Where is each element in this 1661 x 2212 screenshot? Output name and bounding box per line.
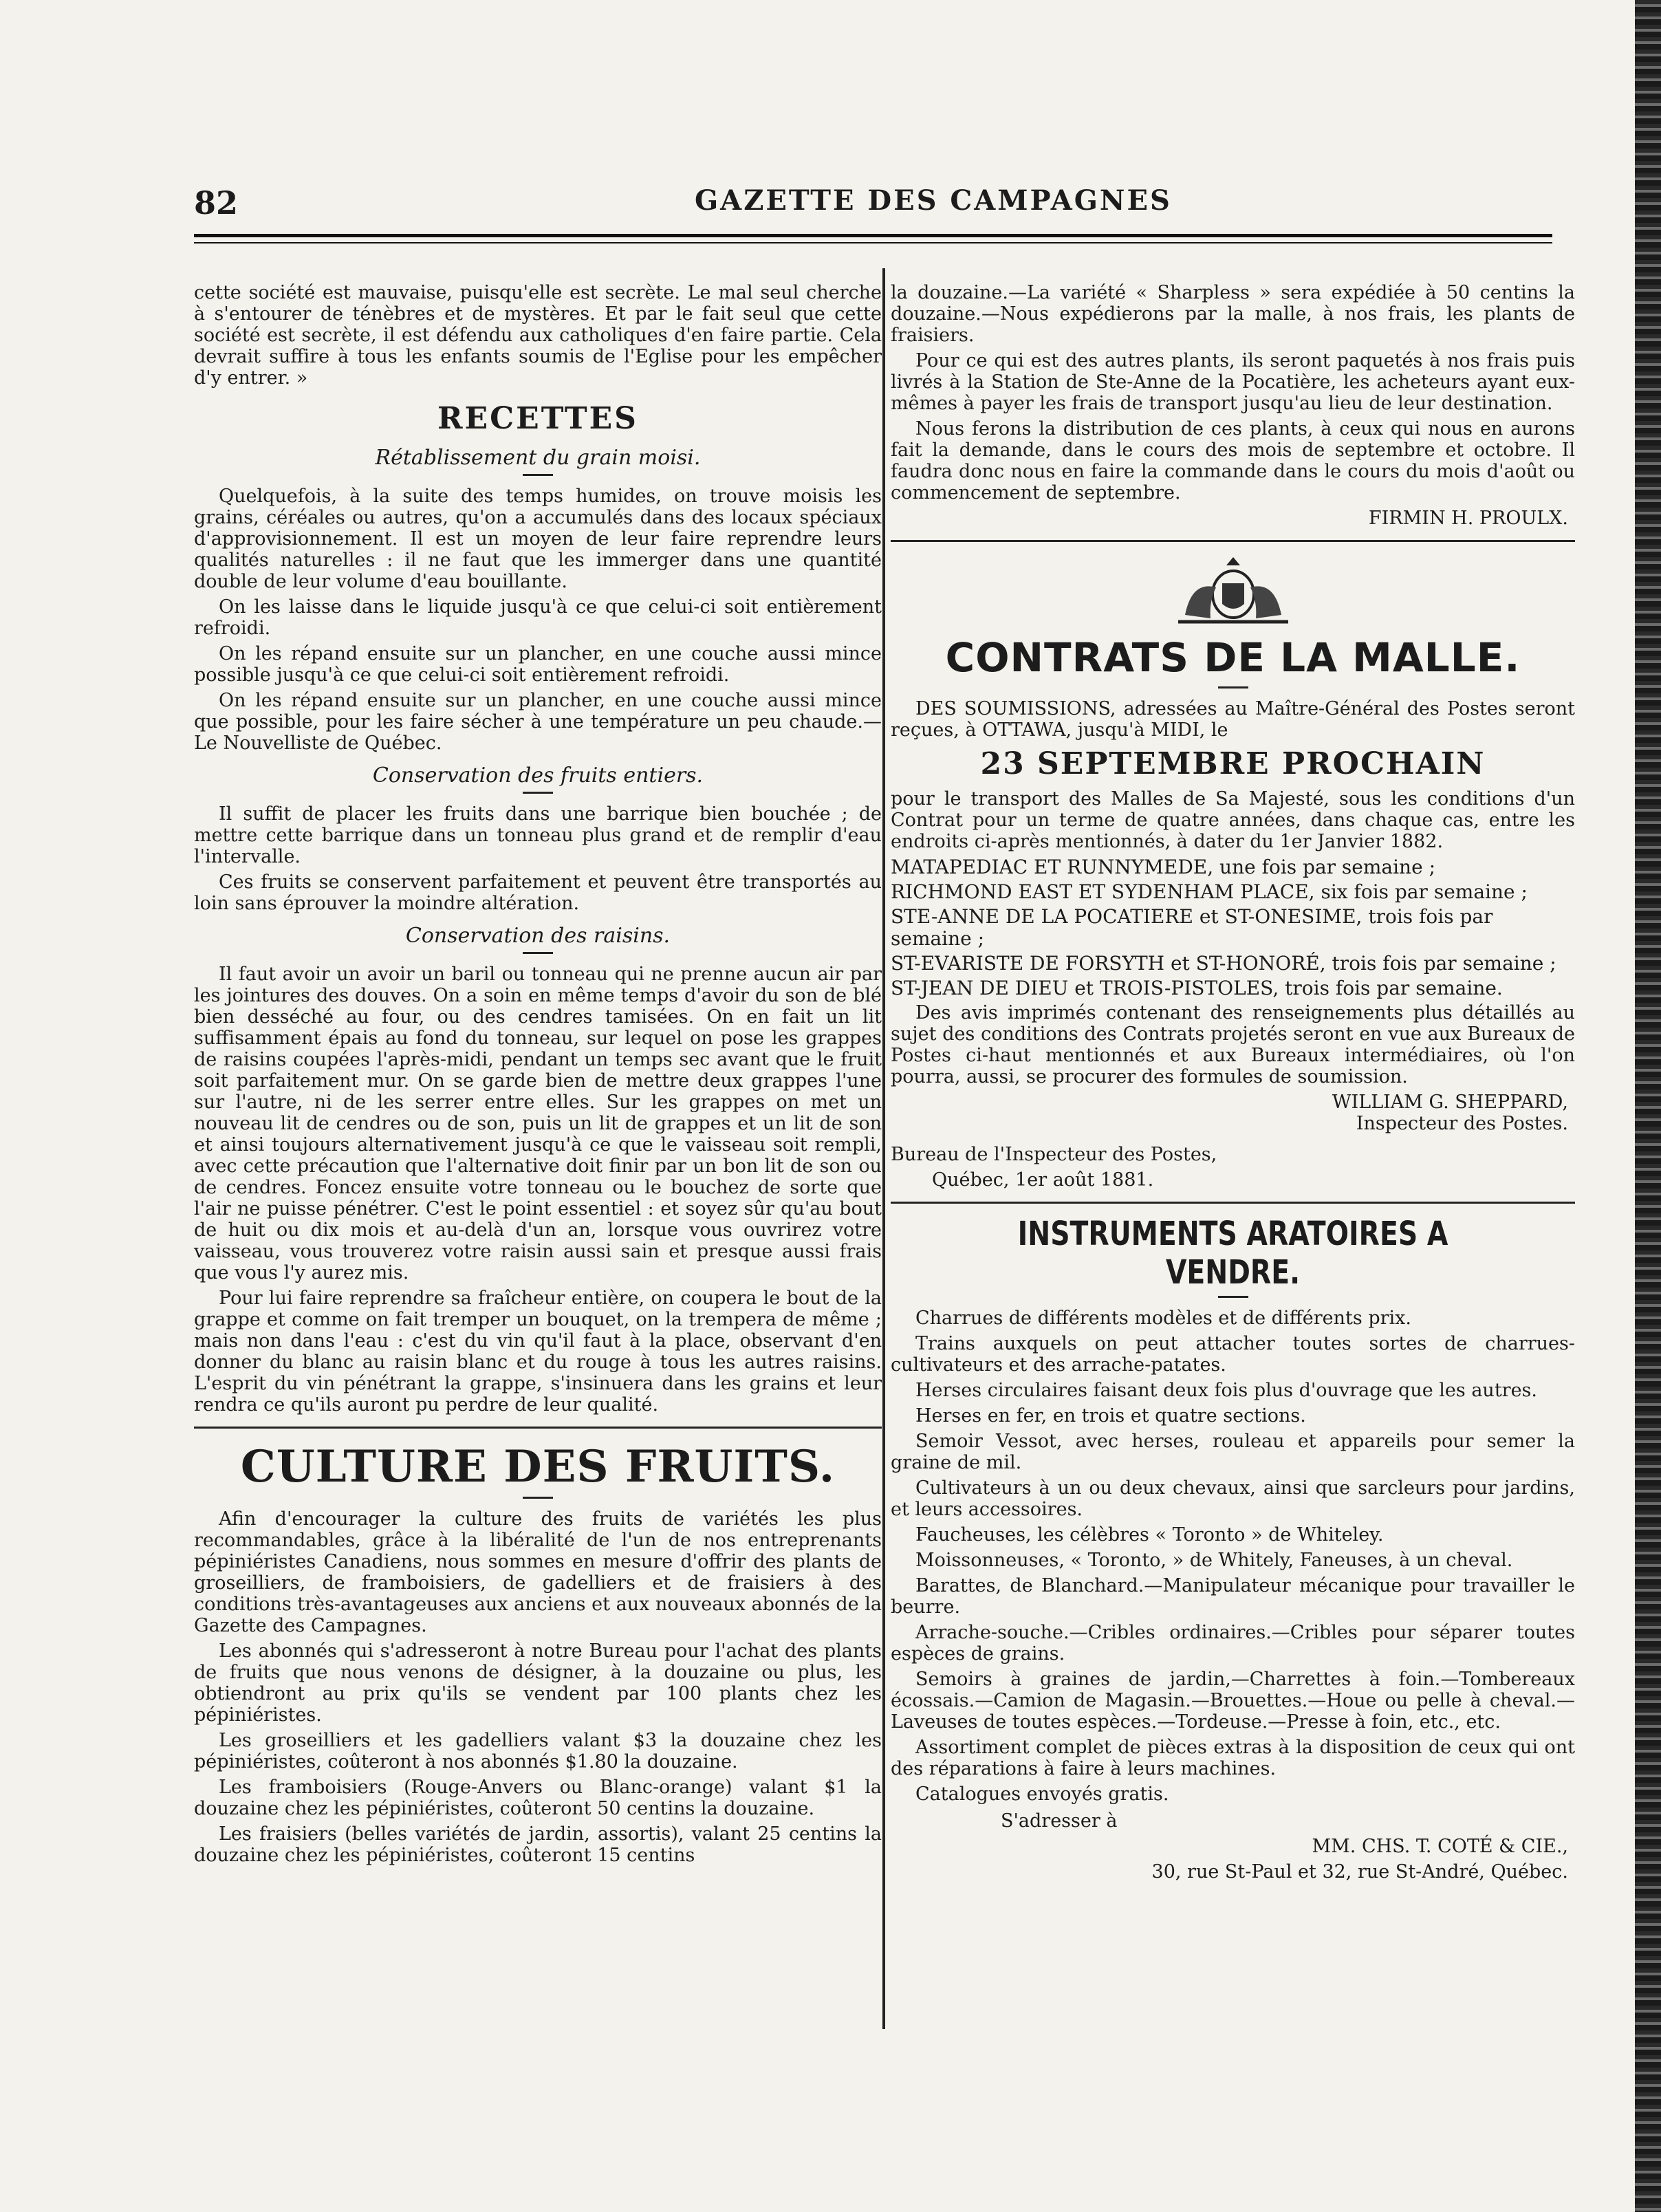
culture-heading: CULTURE DES FRUITS. (240, 1441, 836, 1493)
paragraph: Pour lui faire reprendre sa fraîcheur entière, on coupera le bout de la grappe et comme on fait tremper un bouquet, on la trempera de même ; mais non dans l'eau : c'est du vin qu'il faut à la place, observant d'en donner du blanc au raisin blanc et du rouge à tous les autres raisins. L'esprit du vin pénétrant la grappe, s'insinuera dans les grains et leur rendra ce qu'ils auront pu perdre de leur qualité. (194, 1288, 882, 1416)
header-rule-thin (194, 242, 1552, 243)
route-item: ST-JEAN DE DIEU et TROIS-PISTOLES, trois fois par semaine. (891, 977, 1503, 999)
dash-divider (1218, 686, 1248, 688)
paragraph: Il faut avoir un avoir un baril ou tonneau qui ne prenne aucun air par les jointures des douves. On a soin en même temps d'avoir du son de blé bien desséché au four, ou des cendres tamisées. On en fait un lit suffisamment épais au fond du tonneau, sur lequel on pose les grappes de raisins coupées l'après-midi, pendant un temps sec avant que le fruit soit parfaitement mur. On se garde bien de mettre deux grappes l'une sur l'autre, ni de les serrer entre elles. Sur les grappes on met un nouveau lit de cendres ou de son, puis un lit de grappes et un lit de son et ainsi toujours alternativement jusqu'à ce que le vaisseau soit rempli, avec cette précaution que l'alternative doit finir par un bon lit de son ou de cendres. Foncez ensuite votre tonneau ou le bouchez de sorte que l'air ne puisse pénétrer. C'est le point essentiel : et soyez sûr qu'au bout de huit ou dix mois et au-delà d'un an, lorsque vous ouvrirez votre vaisseau, vous trouverez votre raisin aussi sain et presque aussi frais que vous l'y aurez mis. (194, 964, 882, 1283)
list-item: Barattes, de Blanchard.—Manipulateur mécanique pour travailler le beurre. (891, 1575, 1575, 1618)
section-separator (194, 1427, 882, 1429)
list-item: Semoir Vessot, avec herses, rouleau et appareils pour semer la graine de mil. (891, 1431, 1575, 1473)
subheading-grain: Rétablissement du grain moisi. (375, 446, 701, 470)
signature-title: Inspecteur des Postes. (1356, 1113, 1568, 1134)
paragraph: Afin d'encourager la culture des fruits de variétés les plus recommandables, grâce à la libéralité de l'un de nos entreprenants pépiniéristes Canadiens, nous sommes en mesure d'offrir des plants de groseilliers, de framboisiers, de gadelliers et de fraisiers à des conditions très-avantageuses aux anciens et aux nouveaux abonnés de la Gazette des Campagnes. (194, 1508, 882, 1636)
dash-divider (523, 1497, 553, 1499)
route-item: RICHMOND EAST ET SYDENHAM PLACE, six fois par semaine ; (891, 880, 1528, 903)
list-item: Arrache-souche.—Cribles ordinaires.—Cribles pour séparer toutes espèces de grains. (891, 1622, 1575, 1665)
left-column (194, 282, 882, 1870)
list-item: Herses en fer, en trois et quatre sections. (915, 1405, 1306, 1427)
address-street: 30, rue St-Paul et 32, rue St-André, Québec. (1151, 1861, 1568, 1883)
paragraph: Les framboisiers (Rouge-Anvers ou Blanc-orange) valant $1 la douzaine chez les pépiniéristes, coûteront 50 centins la douzaine. (194, 1777, 882, 1819)
list-item: Cultivateurs à un ou deux chevaux, ainsi que sarcleurs pour jardins, et leurs accessoires. (891, 1477, 1575, 1520)
route-item: MATAPEDIAC ET RUNNYMEDE, une fois par semaine ; (891, 856, 1435, 878)
paragraph: Quelquefois, à la suite des temps humides, on trouve moisis les grains, céréales ou autres, qu'on a accumulés dans des locaux spéciaux d'approvisionnement. Il est un moyen de leur faire reprendre leurs qualités naturelles : il ne faut que les immerger dans une quantité double de leur volume d'eau bouillante. (194, 486, 882, 592)
dash-divider (1218, 1296, 1248, 1298)
paragraph: DES SOUMISSIONS, adressées au Maître-Général des Postes seront reçues, à OTTAWA, jusqu'à MIDI, le (891, 698, 1575, 741)
paragraph: Les abonnés qui s'adresseront à notre Bureau pour l'achat des plants de fruits que nous venons de désigner, à la douzaine ou plus, les obtiendront au prix qu'ils se vendent par 100 plants chez les pépiniéristes. (194, 1640, 882, 1726)
list-item: Herses circulaires faisant deux fois plus d'ouvrage que les autres. (915, 1380, 1537, 1401)
subheading-raisins: Conservation des raisins. (405, 924, 671, 948)
paragraph: On les répand ensuite sur un plancher, en une couche aussi mince possible jusqu'à ce que celui-ci soit entièrement refroidi. (194, 643, 882, 686)
header-rule (194, 234, 1552, 237)
paragraph: Il suffit de placer les fruits dans une barrique bien bouchée ; de mettre cette barrique dans un tonneau plus grand et de remplir d'eau l'intervalle. (194, 803, 882, 867)
dash-divider (523, 952, 553, 954)
right-column (891, 282, 1575, 1883)
section-separator (891, 540, 1575, 542)
list-item: Assortiment complet de pièces extras à la disposition de ceux qui ont des réparations à faire à leurs machines. (891, 1737, 1575, 1779)
binding-edge (1635, 0, 1661, 2212)
list-item: Catalogues envoyés gratis. (915, 1783, 1169, 1805)
route-item: ST-EVARISTE DE FORSYTH et ST-HONORÉ, trois fois par semaine ; (891, 952, 1556, 975)
list-item: Faucheuses, les célèbres « Toronto » de Whiteley. (915, 1524, 1384, 1546)
signature-sheppard: WILLIAM G. SHEPPARD, (1332, 1092, 1568, 1113)
address-company: MM. CHS. T. COTÉ & CIE., (1312, 1836, 1568, 1857)
paragraph: Nous ferons la distribution de ces plants, à ceux qui nous en aurons fait la demande, dans le cours des mois de septembre et octobre. Il faudra donc nous en faire la commande dans le cours du mois d'août ou commencement de septembre. (891, 418, 1575, 503)
bureau-line: Bureau de l'Inspecteur des Postes, (891, 1144, 1217, 1165)
paragraph: Les fraisiers (belles variétés de jardin, assortis), valant 25 centins la douzaine chez les pépiniéristes, coûteront 15 centins (194, 1823, 882, 1866)
instruments-heading: INSTRUMENTS ARATOIRES A VENDRE. (1017, 1215, 1448, 1292)
paragraph: Les groseilliers et les gadelliers valant $3 la douzaine chez les pépiniéristes, coûteront à nos abonnés $1.80 la douzaine. (194, 1730, 882, 1772)
paragraph: Pour ce qui est des autres plants, ils seront paquetés à nos frais puis livrés à la Station de Ste-Anne de la Pocatière, les acheteurs ayant eux-mêmes à payer les frais de transport jusqu'au lieu de leur destination. (891, 350, 1575, 414)
signature-proulx: FIRMIN H. PROULX. (1368, 508, 1568, 529)
masthead-title: GAZETTE DES CAMPAGNES (695, 184, 1172, 217)
page-number: 82 (194, 184, 239, 221)
contrats-heading: CONTRATS DE LA MALLE. (945, 634, 1521, 681)
paragraph: On les laisse dans le liquide jusqu'à ce que celui-ci soit entièrement refroidi. (194, 596, 882, 639)
intro-paragraph: cette société est mauvaise, puisqu'elle est secrète. Le mal seul cherche à s'entourer de ténèbres et de mystères. Et par le fait seul que cette société est secrète, il est défendu aux catholiques d'en faire partie. Cela devrait suffire à tous les enfants soumis de l'Eglise pour les empêcher d'y entrer. » (194, 282, 882, 389)
paragraph: On les répand ensuite sur un plancher, en une couche aussi mince que possible, pour les faire sécher à une température un peu chaude.—Le Nouvelliste de Québec. (194, 690, 882, 754)
paragraph: la douzaine.—La variété « Sharpless » sera expédiée à 50 centins la douzaine.—Nous expédierons par la malle, à nos frais, les plants de fraisiers. (891, 282, 1575, 346)
list-item: Moissonneuses, « Toronto, » de Whitely, Faneuses, à un cheval. (915, 1550, 1513, 1571)
list-item: Charrues de différents modèles et de différents prix. (915, 1308, 1411, 1329)
recettes-heading: RECETTES (437, 401, 638, 436)
dateline: Québec, 1er août 1881. (932, 1169, 1154, 1191)
paragraph: pour le transport des Malles de Sa Majesté, sous les conditions d'un Contrat pour un terme de quatre années, dans chaque cas, entre les endroits ci-après mentionnés, à dater du 1er Janvier 1882. (891, 788, 1575, 852)
route-item: STE-ANNE DE LA POCATIERE et ST-ONESIME, trois fois par semaine ; (891, 905, 1493, 950)
list-item: Trains auxquels on peut attacher toutes sortes de charrues-cultivateurs et des arrache-patates. (891, 1333, 1575, 1376)
list-item: Semoirs à graines de jardin,—Charrettes à foin.—Tombereaux écossais.—Camion de Magasin.—Brouettes.—Houe ou pelle à cheval.—Laveuses de toutes espèces.—Tordeuse.—Presse à foin, etc., etc. (891, 1669, 1575, 1733)
royal-coat-of-arms-icon (1164, 553, 1302, 629)
dash-divider (523, 792, 553, 794)
dash-divider (523, 474, 553, 476)
deadline-date: 23 SEPTEMBRE PROCHAIN (980, 746, 1486, 781)
paragraph: Ces fruits se conservent parfaitement et peuvent être transportés au loin sans éprouver la moindre altération. (194, 871, 882, 914)
section-separator (891, 1202, 1575, 1204)
paragraph: Des avis imprimés contenant des renseignements plus détaillés au sujet des conditions des Contrats projetés seront en vue aux Bureaux de Postes ci-haut mentionnés et aux Bureaux intermédiaires, où l'on pourra, aussi, se procurer des formules de soumission. (891, 1002, 1575, 1087)
address-intro: S'adresser à (1001, 1810, 1118, 1832)
subheading-fruits: Conservation des fruits entiers. (372, 763, 704, 788)
column-divider (882, 268, 885, 2029)
